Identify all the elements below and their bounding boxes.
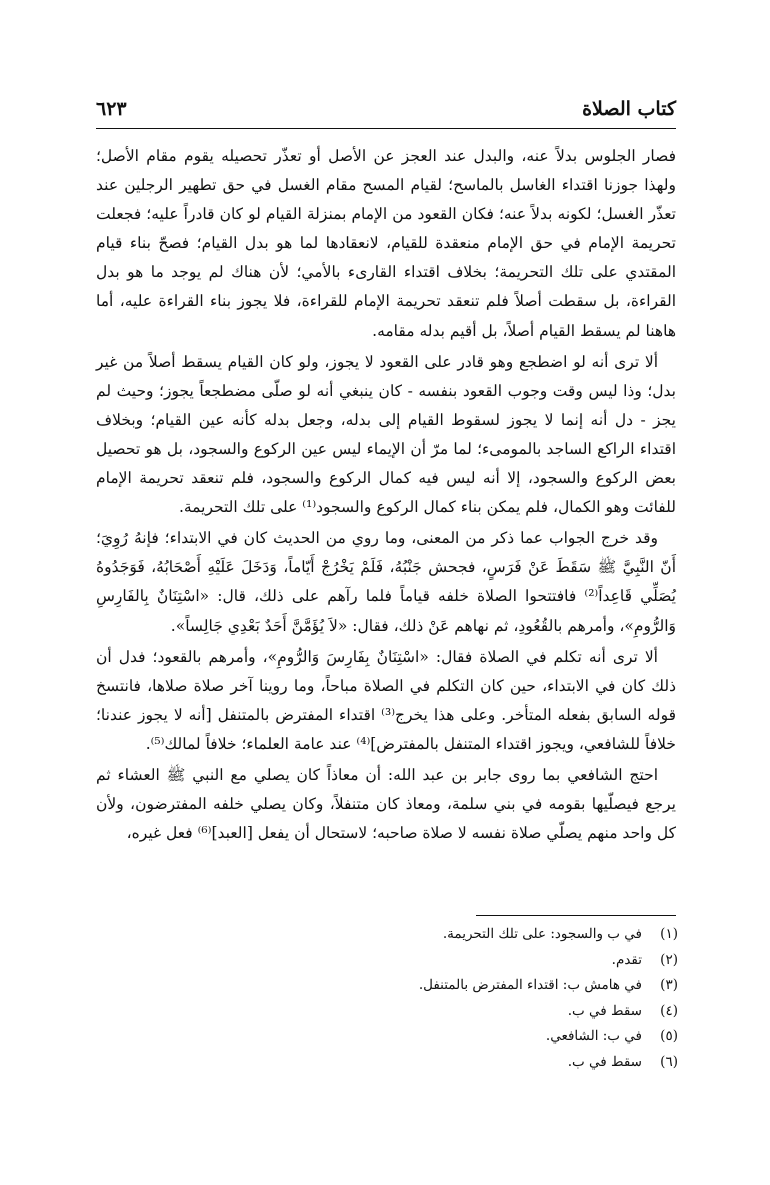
footnote-text: في ب والسجود: على تلك التحريمة. [442, 926, 642, 942]
footnote-number: (٣) [660, 977, 678, 993]
footnote-text: تقدم. [611, 951, 642, 968]
paragraph: وقد خرج الجواب عما ذكر من المعنى، وما روي من الحديث كان في الابتداء؛ فإنهُ رُوِيَ؛ أَنّ النَّبِيَّ ﷺ سَقَطَ عَنْ فَرَسٍ، فجحش جَنْبُهُ، فَلَمْ يَخْرُجْ أَيّاماً، وَدَخَلَ عَلَيْهِ أَصْحَابُهُ، فَوَجَدُوهُ يُصَلِّي قَاعِداً⁽²⁾ فافتتحوا الصلاة خلفه قياماً فلما رآهم على ذلك، قال: «اسْتِنَانٌ بِالفَارِسِ وَالرُّومِ»، وأمرهم بالقُعُودِ، ثم نهاهم عَنْ ذلك، فقال: «لاَ يُؤَمَّنَّ أَحَدٌ بَعْدِي جَالِساً». [96, 529, 676, 635]
main-text [96, 142, 676, 850]
footnote-number: (٦) [660, 1053, 678, 1070]
paragraph: احتج الشافعي بما روى جابر بن عبد الله: أن معاذاً كان يصلي مع النبي ﷺ العشاء ثم يرجع فيصلّيها بقومه في بني سلمة، ومعاذ كان متنفلاً، وكان يصلي خلفه المفترضون، ولأن كل واحد منهم يصلّي صلاة نفسه لا صلاة صاحبه؛ لاستحال أن يفعل [العبد]⁽⁶⁾ فعل غيره، [96, 765, 676, 843]
footnote-number: (٥) [660, 1028, 678, 1044]
footnote-number: (٢) [660, 951, 678, 968]
footnote-text: في ب: الشافعي. [545, 1028, 642, 1044]
header-rule [96, 128, 676, 129]
footnote [118, 1024, 678, 1050]
footnote [118, 922, 678, 948]
footnote-number: (٤) [660, 1002, 678, 1019]
page-number: ٦٢٣ [96, 98, 127, 120]
footnote [118, 999, 678, 1025]
footnote-text: في هامش ب: اقتداء المفترض بالمتنفل. [418, 977, 642, 993]
footnote-text: سقط في ب. [567, 1002, 642, 1019]
footnotes [118, 922, 678, 1075]
running-header [96, 98, 676, 120]
paragraph: ألا ترى أنه تكلم في الصلاة فقال: «اسْتِنَانٌ بِفَارِسَ وَالرُّومِ»، وأمرهم بالقعود؛ فدل أن ذلك كان في الابتداء، حين كان التكلم في الصلاة مباحاً، وما روينا آخر صلاة صلاها، فانتسخ قوله السابق بفعله المتأخر. وعلى هذا يخرج⁽³⁾ اقتداء المفترض بالمتنفل [أنه لا يجوز عندنا؛ خلافاً للشافعي، ويجوز اقتداء المتنفل بالمفترض]⁽⁴⁾ عند عامة العلماء؛ خلافاً لمالك⁽⁵⁾. [96, 647, 676, 753]
footnote [118, 973, 678, 999]
chapter-title: كتاب الصلاة [582, 98, 676, 120]
footnote-number: (١) [660, 926, 678, 942]
paragraph: ألا ترى أنه لو اضطجع وهو قادر على القعود لا يجوز، ولو كان القيام يسقط أصلاً من غير بدل؛ وذا ليس وقت وجوب القعود بنفسه - كان ينبغي أنه لو صلّى مضطجعاً يجوز؛ وحيث لم يجز - دل أنه إنما لا يجوز لسقوط القيام إلى بدله، وجعل بدله كأنه عين القيام؛ وبخلاف اقتداء الراكع الساجد بالمومىء؛ لما مرّ أن الإيماء ليس عين الركوع والسجود، بل هو تحصيل بعض الركوع والسجود، إلا أنه ليس فيه كمال الركوع والسجود، فلم تنعقد تحريمة الإمام للفائت وهو الكمال، فلم يمكن بناء كمال الركوع والسجود⁽¹⁾ على تلك التحريمة. [96, 352, 676, 517]
footnote-text: سقط في ب. [567, 1053, 642, 1070]
footnote-rule [476, 915, 676, 916]
paragraph: فصار الجلوس بدلاً عنه، والبدل عند العجز عن الأصل أو تعذّر تحصيله يقوم مقام الأصل؛ ولهذا جوزنا اقتداء الغاسل بالماسح؛ لقيام المسح مقام الغسل في حق تطهير الرجلين عند تعذّر الغسل؛ لكونه بدلاً عنه؛ فكان القعود من الإمام بمنزلة القيام لو كان قادراً عليه؛ فجعلت تحريمة الإمام في حق الإمام منعقدة للقيام، لانعقادها لما هو بدل القيام؛ فصحّ بناء قيام المقتدي على تلك التحريمة؛ بخلاف اقتداء القارىء بالأمي؛ لأن هناك لم يوجد ما هو بدل القراءة، بل سقطت أصلاً فلم تنعقد تحريمة الإمام للقراءة، فلا يجوز بناء القراءة عليه، أما هاهنا لم يسقط القيام أصلاً، بل أقيم بدله مقامه. [96, 147, 676, 340]
footnote [118, 1050, 678, 1076]
footnote [118, 948, 678, 974]
